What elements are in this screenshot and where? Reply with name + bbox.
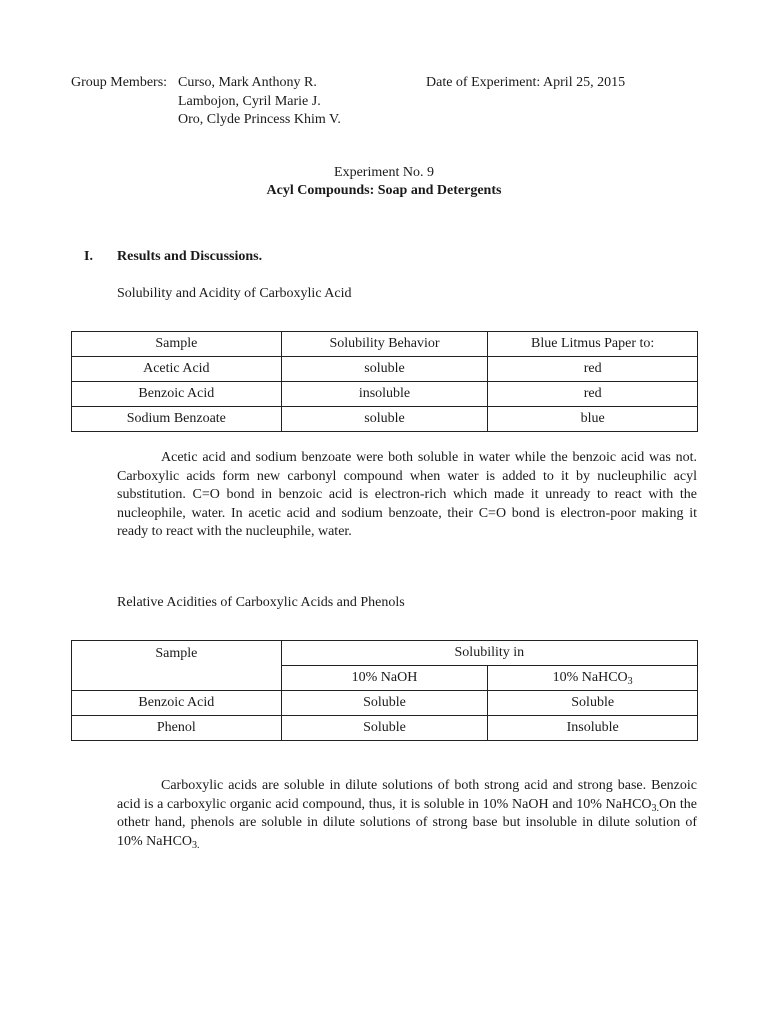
table-header-row <box>72 641 698 666</box>
header-cell: 10% NaOH <box>281 666 488 691</box>
table2-caption: Relative Acidities of Carboxylic Acids and Phenols <box>117 595 405 610</box>
relative-acidities-table <box>71 640 698 741</box>
solubility-acidity-table <box>71 331 698 432</box>
table-cell: soluble <box>281 407 488 432</box>
date-value: April 25, 2015 <box>543 75 626 90</box>
experiment-title: Acyl Compounds: Soap and Detergents <box>266 183 502 198</box>
table-row <box>72 357 698 382</box>
table-cell: blue <box>488 407 698 432</box>
table-cell: Benzoic Acid <box>72 382 282 407</box>
table-cell: insoluble <box>281 382 488 407</box>
table-cell: Phenol <box>72 716 282 741</box>
table-row <box>72 716 698 741</box>
discussion-paragraph-2 <box>117 777 697 851</box>
header-cell: Sample <box>72 641 282 691</box>
experiment-number: Experiment No. 9 <box>334 165 434 180</box>
formula-subscript: 3 <box>627 675 633 687</box>
group-members-label: Group Members: <box>71 75 168 90</box>
formula-subscript: 3. <box>192 839 200 851</box>
table-cell: red <box>488 382 698 407</box>
header-cell: Blue Litmus Paper to: <box>488 332 698 357</box>
table-cell: Acetic Acid <box>72 357 282 382</box>
header-cell: Sample <box>72 332 282 357</box>
table-cell: soluble <box>281 357 488 382</box>
discussion-paragraph-1 <box>117 449 697 542</box>
section-title: Results and Discussions. <box>117 249 263 264</box>
member-name: Oro, Clyde Princess Khim V. <box>178 112 341 127</box>
formula-text: 10% NaHCO <box>552 669 628 685</box>
paragraph-text: Acetic acid and sodium benzoate were both soluble in water while the benzoic acid was not. Carboxylic acids form new carbonyl compound when water is added to it by nucleuphilic acyl substitution. C=O bond in benzoic acid is electron-rich which made it unready to react with the nucleophile, water. In acetic acid and sodium benzoate, their C=O bond is electron-poor making it ready to react with the nucleuphile, water. <box>117 450 697 539</box>
table-cell: Insoluble <box>488 716 698 741</box>
paragraph-text: On the othetr hand, phenols are soluble in dilute solutions of strong base but insoluble in dilute solution of 10% NaHCO <box>117 796 697 849</box>
table-cell: Soluble <box>488 691 698 716</box>
date-label: Date of Experiment: <box>426 75 541 90</box>
formula-subscript: 3. <box>651 802 660 814</box>
table-cell: Benzoic Acid <box>72 691 282 716</box>
table-cell: Soluble <box>281 716 488 741</box>
table-header-row <box>72 332 698 357</box>
table-cell: Soluble <box>281 691 488 716</box>
header-cell: Solubility Behavior <box>281 332 488 357</box>
member-name: Curso, Mark Anthony R. <box>178 75 317 90</box>
section-number: I. <box>84 249 93 264</box>
table-cell: red <box>488 357 698 382</box>
header-cell <box>488 666 698 691</box>
table-row <box>72 382 698 407</box>
table-cell: Sodium Benzoate <box>72 407 282 432</box>
table1-caption: Solubility and Acidity of Carboxylic Acid <box>117 286 352 301</box>
paragraph-text: Carboxylic acids are soluble in dilute solutions of both strong acid and strong base. Benzoic acid is a carboxylic organic acid compound, thus, it is soluble in 10% NaOH and 10% NaHCO <box>117 778 697 812</box>
table-row <box>72 407 698 432</box>
header-cell: Solubility in <box>281 641 697 666</box>
experiment-date <box>426 74 625 93</box>
table-row <box>72 691 698 716</box>
member-name: Lambojon, Cyril Marie J. <box>178 93 321 109</box>
